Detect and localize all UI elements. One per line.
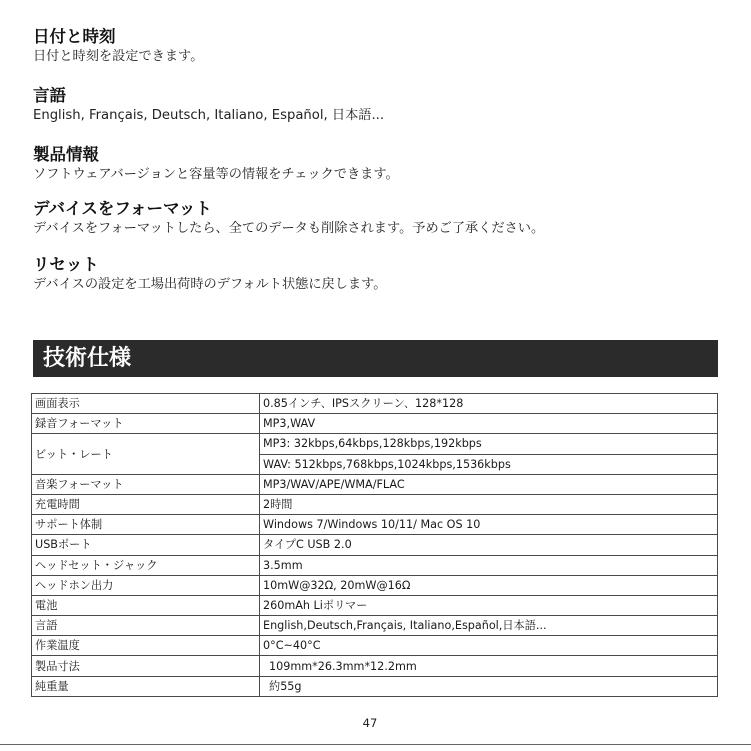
- section-heading: 日付と時刻: [33, 27, 116, 46]
- spec-value: 約55g: [260, 676, 718, 696]
- table-row: [32, 575, 718, 595]
- spec-label: 充電時間: [32, 494, 260, 514]
- table-row: [32, 414, 718, 434]
- table-row: [32, 474, 718, 494]
- table-row: [32, 535, 718, 555]
- table-row: [32, 394, 718, 414]
- section-heading: リセット: [33, 255, 99, 274]
- spec-value: MP3: 32kbps,64kbps,128kbps,192kbps: [260, 434, 718, 454]
- spec-value: 2時間: [260, 494, 718, 514]
- spec-value: 260mAh Liポリマー: [260, 595, 718, 615]
- spec-value: English,Deutsch,Français, Italiano,Español,日本語...: [260, 616, 718, 636]
- spec-value: 109mm*26.3mm*12.2mm: [260, 656, 718, 676]
- section-body: English, Français, Deutsch, Italiano, Español, 日本語...: [33, 108, 385, 123]
- spec-label: ヘッドホン出力: [32, 575, 260, 595]
- spec-value: WAV: 512kbps,768kbps,1024kbps,1536kbps: [260, 454, 718, 474]
- table-row: [32, 494, 718, 514]
- spec-label: 作業温度: [32, 636, 260, 656]
- section-reset: [33, 254, 386, 294]
- spec-label: 画面表示: [32, 394, 260, 414]
- table-row: [32, 656, 718, 676]
- section-body: デバイスをフォーマットしたら、全てのデータも削除されます。予めご了承ください。: [33, 221, 545, 236]
- spec-value: 0°C~40°C: [260, 636, 718, 656]
- page-number: 47: [362, 716, 378, 730]
- section-language: [33, 85, 384, 125]
- table-row: [32, 434, 718, 454]
- section-heading: 言語: [33, 86, 66, 105]
- table-row: [32, 676, 718, 696]
- spec-label: 純重量: [32, 676, 260, 696]
- section-heading: デバイスをフォーマット: [33, 199, 212, 218]
- spec-label: ヘッドセット・ジャック: [32, 555, 260, 575]
- spec-label: 音楽フォーマット: [32, 474, 260, 494]
- spec-value: Windows 7/Windows 10/11/ Mac OS 10: [260, 515, 718, 535]
- table-row: [32, 555, 718, 575]
- spec-label: ビット・レート: [32, 434, 260, 474]
- section-product-info: [33, 144, 399, 184]
- spec-value: 10mW@32Ω, 20mW@16Ω: [260, 575, 718, 595]
- spec-label: サポート体制: [32, 515, 260, 535]
- bottom-divider: [0, 744, 751, 745]
- spec-label: 言語: [32, 616, 260, 636]
- spec-value: 3.5mm: [260, 555, 718, 575]
- section-date-time: [33, 26, 203, 66]
- section-body: デバイスの設定を工場出荷時のデフォルト状態に戻します。: [33, 277, 387, 292]
- spec-value: MP3/WAV/APE/WMA/FLAC: [260, 474, 718, 494]
- spec-value: タイプC USB 2.0: [260, 535, 718, 555]
- spec-label: 製品寸法: [32, 656, 260, 676]
- spec-value: 0.85インチ、IPSスクリーン、128*128: [260, 394, 718, 414]
- section-heading: 製品情報: [33, 145, 99, 164]
- spec-label: USBポート: [32, 535, 260, 555]
- table-row: [32, 515, 718, 535]
- table-row: [32, 636, 718, 656]
- spec-value: MP3,WAV: [260, 414, 718, 434]
- section-body: 日付と時刻を設定できます。: [33, 49, 204, 64]
- spec-label: 録音フォーマット: [32, 414, 260, 434]
- spec-label: 電池: [32, 595, 260, 615]
- table-row: [32, 616, 718, 636]
- table-row: [32, 595, 718, 615]
- section-body: ソフトウェアバージョンと容量等の情報をチェックできます。: [33, 167, 399, 182]
- spec-title-banner: 技術仕様: [33, 340, 718, 377]
- spec-table: [31, 393, 718, 697]
- section-format-device: [33, 198, 544, 238]
